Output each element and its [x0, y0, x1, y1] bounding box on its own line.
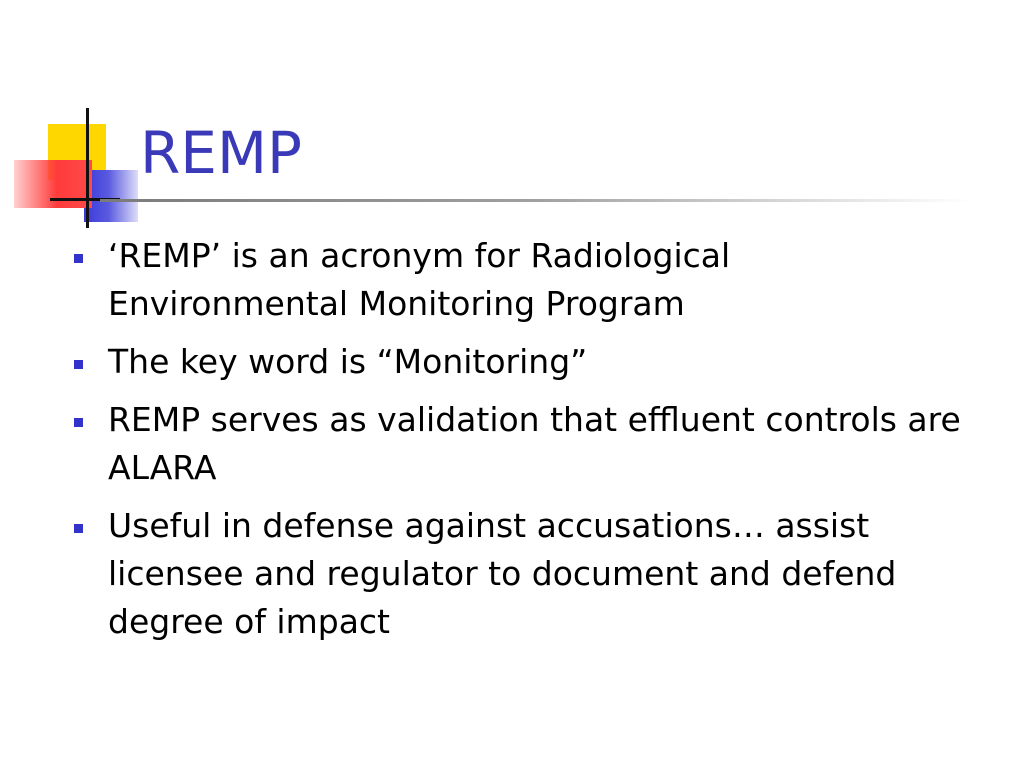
- decoration-vertical-line: [86, 108, 89, 228]
- bullet-item: [70, 502, 970, 646]
- bullet-item: [70, 232, 970, 328]
- bullet-square-icon: [74, 254, 83, 263]
- bullet-square-icon: [74, 418, 83, 427]
- bullet-text: The key word is “Monitoring”: [108, 342, 588, 381]
- bullet-item: [70, 338, 970, 386]
- decoration-blue-square: [84, 170, 138, 222]
- bullet-item: [70, 396, 970, 492]
- slide-title: REMP: [140, 119, 302, 187]
- bullet-list: [70, 232, 970, 656]
- bullet-text: Useful in defense against accusations… assist licensee and regulator to document and defend degree of impact: [108, 506, 897, 641]
- bullet-text: ‘REMP’ is an acronym for Radiological Environmental Monitoring Program: [108, 236, 731, 323]
- bullet-square-icon: [74, 360, 83, 369]
- bullet-text: REMP serves as validation that effluent controls are ALARA: [108, 400, 961, 487]
- title-underline: [100, 199, 970, 202]
- bullet-square-icon: [74, 524, 83, 533]
